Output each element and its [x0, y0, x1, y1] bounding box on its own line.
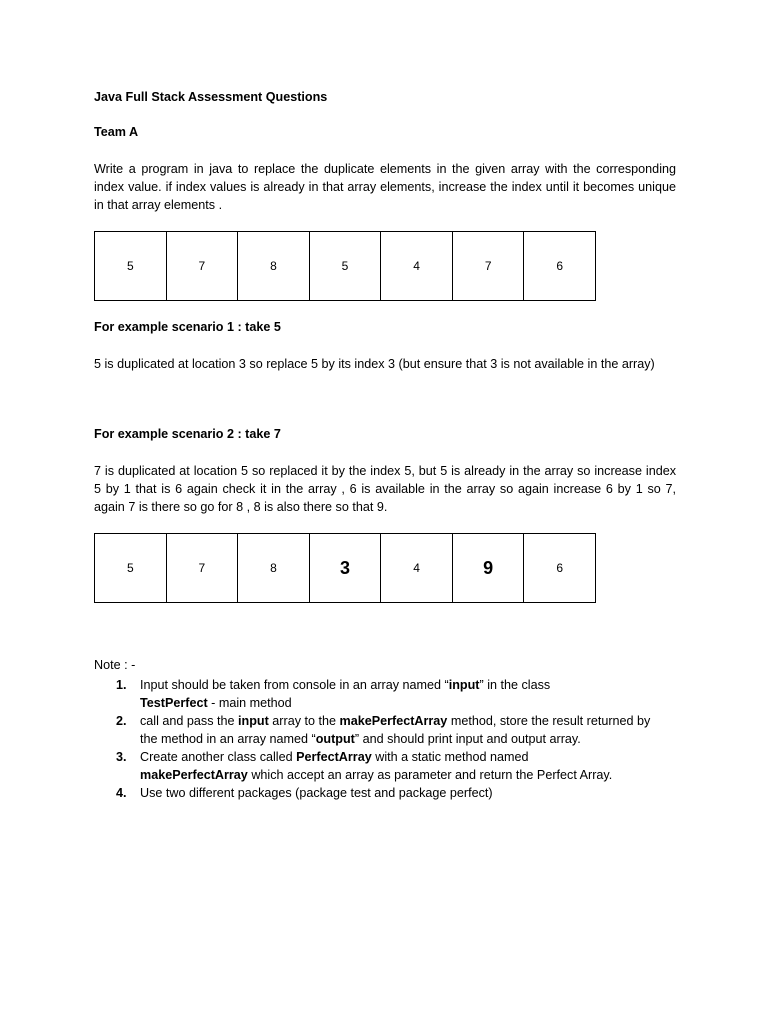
input-array-table	[94, 231, 596, 301]
note-number: 2.	[116, 714, 127, 728]
note-text: ” and should print input and output array.	[354, 732, 581, 746]
scenario2-heading: For example scenario 2 : take 7	[94, 427, 281, 441]
note-text: Input should be taken from console in an array named “	[140, 678, 449, 692]
note-text: method, store the result returned by the method in an array named “	[140, 714, 651, 746]
note-text: Use two different packages (package test and package perfect)	[140, 786, 493, 800]
note-keyword: PerfectArray	[296, 750, 372, 764]
note-item	[94, 784, 694, 802]
note-item	[94, 676, 694, 712]
note-keyword: makePerfectArray	[339, 714, 448, 728]
scenario2-text: 7 is duplicated at location 5 so replaced it by the index 5, but 5 is already in the array so increase index 5 by 1 that is 6 again check it in the array , 6 is available in the array so again increase 6 by 1 so 7, again 7 is there so go for 8 , 8 is also there so that 9.	[94, 464, 676, 514]
array-cell: 6	[556, 561, 564, 575]
array-cell: 5	[310, 232, 382, 300]
note-number: 3.	[116, 750, 127, 764]
note-item	[94, 712, 660, 748]
note-text: which accept an array as parameter and return the Perfect Array.	[247, 768, 613, 782]
array-cell: 7	[453, 232, 525, 300]
note-text: - main method	[207, 696, 292, 710]
note-item	[94, 748, 680, 784]
note-number: 1.	[116, 678, 127, 692]
intro-paragraph: Write a program in java to replace the duplicate elements in the given array with the corresponding index value. if index values is already in that array elements, increase the index until it becomes unique in that array elements .	[94, 162, 676, 212]
note-number: 4.	[116, 786, 127, 800]
note-text: call and pass the	[140, 714, 239, 728]
output-array-table	[94, 533, 596, 603]
array-cell: 6	[556, 259, 564, 273]
notes-list	[94, 676, 694, 802]
array-cell: 5	[95, 534, 167, 602]
array-cell-replaced: 9	[453, 534, 525, 602]
array-cell: 7	[167, 232, 239, 300]
array-cell: 5	[95, 232, 167, 300]
team-heading: Team A	[94, 125, 139, 139]
scenario1-heading: For example scenario 1 : take 5	[94, 320, 281, 334]
array-cell: 8	[238, 232, 310, 300]
scenario1-text: 5 is duplicated at location 3 so replace 5 by its index 3 (but ensure that 3 is not available in the array)	[94, 357, 655, 371]
array-cell: 7	[167, 534, 239, 602]
note-keyword: TestPerfect	[140, 696, 208, 710]
array-cell: 4	[381, 534, 453, 602]
note-text: ” in the class	[479, 678, 551, 692]
doc-title: Java Full Stack Assessment Questions	[94, 90, 328, 104]
note-text: with a static method named	[371, 750, 529, 764]
array-cell-replaced: 3	[310, 534, 382, 602]
note-text: array to the	[268, 714, 340, 728]
note-keyword: makePerfectArray	[140, 768, 248, 782]
note-text: Create another class called	[140, 750, 297, 764]
note-keyword: input	[238, 714, 269, 728]
array-cell: 4	[381, 232, 453, 300]
note-keyword: input	[448, 678, 480, 692]
array-cell: 8	[238, 534, 310, 602]
note-keyword: output	[315, 732, 355, 746]
note-label: Note : -	[94, 658, 136, 672]
